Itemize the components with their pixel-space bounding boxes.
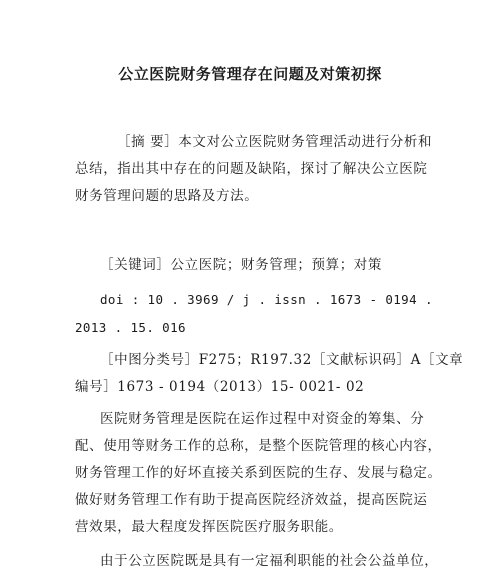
doi-line-2: 2013 . 15. 016	[75, 320, 186, 335]
body-paragraph-1-line-2: 配、使用等财务工作的总称，是整个医院管理的核心内容，	[75, 438, 442, 454]
body-paragraph-2-line-1: 由于公立医院既是具有一定福利职能的社会公益单位，	[100, 553, 439, 569]
keywords-line: ［关键词］公立医院；财务管理；预算；对策	[100, 257, 382, 273]
body-paragraph-1-line-3: 财务管理工作的好坏直接关系到医院的生存、发展与稳定。	[75, 465, 442, 481]
document-title: 公立医院财务管理存在问题及对策初探	[118, 65, 382, 83]
body-paragraph-1-line-1: 医院财务管理是医院在运作过程中对资金的筹集、分	[100, 411, 425, 427]
body-paragraph-1-line-4: 做好财务管理工作有助于提高医院经济效益，提高医院运	[75, 492, 428, 508]
doi-line-1: doi : 10 . 3969 / j . issn . 1673 - 0194 .	[100, 292, 433, 307]
body-paragraph-1-line-5: 营效果，最大程度发挥医院医疗服务职能。	[75, 519, 343, 535]
abstract-line-1: ［摘 要］本文对公立医院财务管理活动进行分析和	[117, 134, 433, 150]
classification-line-1: ［中图分类号］F275；R197.32［文献标识码］A［文章	[100, 352, 464, 368]
classification-line-2: 编号］1673 - 0194（2013）15- 0021- 02	[75, 379, 365, 395]
abstract-line-3: 财务管理问题的思路及方法。	[75, 188, 259, 204]
abstract-line-2: 总结，指出其中存在的问题及缺陷，探讨了解决公立医院	[75, 161, 428, 177]
